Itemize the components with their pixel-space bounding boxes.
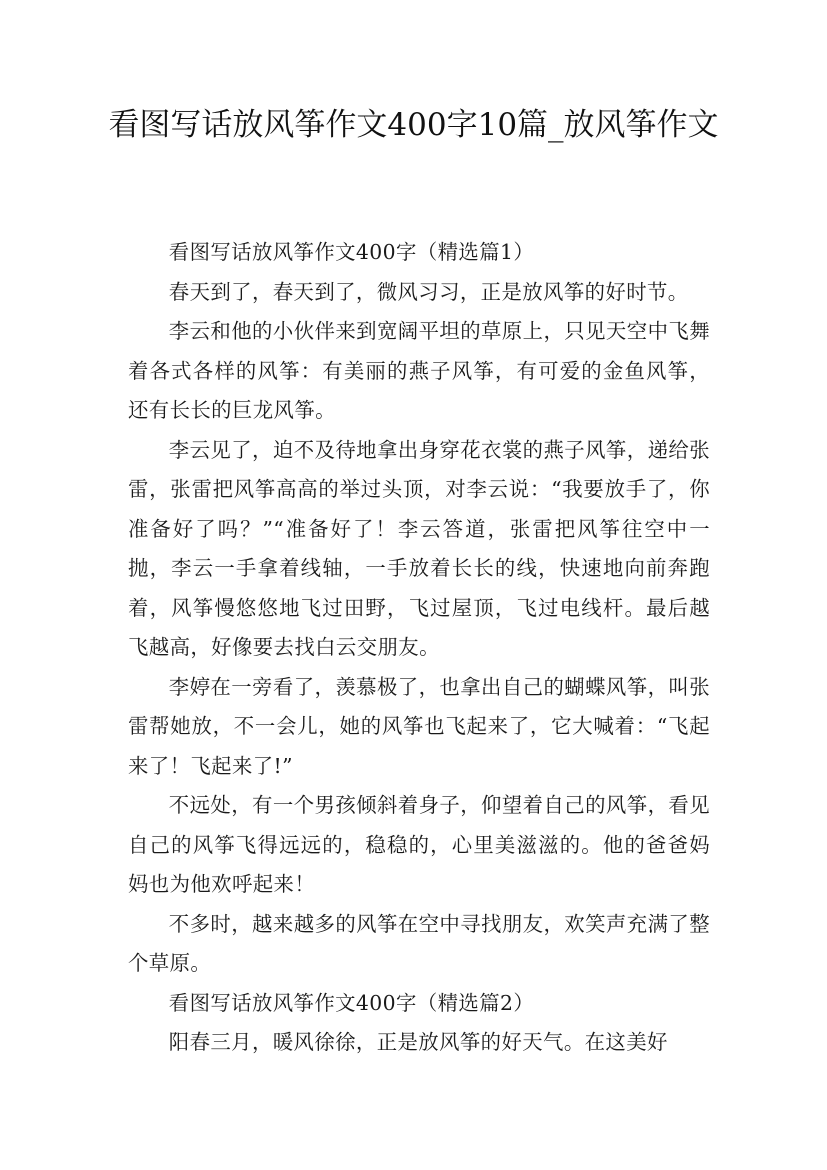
section-heading-2: 看图写话放风筝作文400字（精选篇2）	[168, 990, 535, 1015]
document-title: 看图写话放风筝作文400字10篇_放风筝作文	[108, 107, 719, 143]
paragraph: 李云见了，迫不及待地拿出身穿花衣裳的燕子风筝，递给张雷，张雷把风筝高高的举过头顶，对李云说：“我要放手了，你准备好了吗？”“准备好了！李云答道，张雷把风筝往空中一抛，李云一手拿着线轴，一手放着长长的线，快速地向前奔跑着，风筝慢悠悠地飞过田野，飞过屋顶，飞过电线杆。最后越飞越高，好像要去找白云交朋友。	[128, 437, 710, 659]
paragraph: 春天到了，春天到了，微风习习，正是放风筝的好时节。	[168, 279, 689, 304]
document-body	[128, 233, 710, 1063]
paragraph: 李婷在一旁看了，羡慕极了，也拿出自己的蝴蝶风筝，叫张雷帮她放，不一会儿，她的风筝也飞起来了，它大喊着：“飞起来了！飞起来了!”	[128, 674, 710, 778]
paragraph: 不多时，越来越多的风筝在空中寻找朋友，欢笑声充满了整个草原。	[128, 911, 710, 975]
section-heading-1: 看图写话放风筝作文400字（精选篇1）	[168, 240, 535, 264]
paragraph: 不远处，有一个男孩倾斜着身子，仰望着自己的风筝，看见自己的风筝飞得远远的，稳稳的，心里美滋滋的。他的爸爸妈妈也为他欢呼起来！	[128, 793, 710, 896]
paragraph: 阳春三月，暖风徐徐，正是放风筝的好天气。在这美好	[168, 1030, 668, 1054]
paragraph: 李云和他的小伙伴来到宽阔平坦的草原上，只见天空中飞舞着各式各样的风筝：有美丽的燕子风筝，有可爱的金鱼风筝，还有长长的巨龙风筝。	[128, 319, 710, 422]
